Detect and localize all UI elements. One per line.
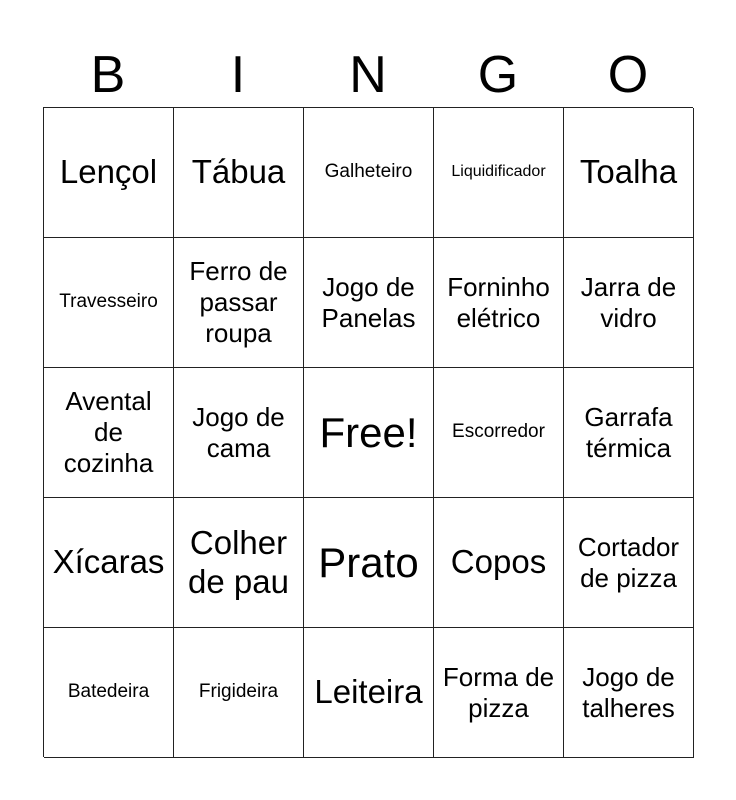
free-cell[interactable]: Free! <box>304 368 434 498</box>
bingo-cell[interactable]: Colher de pau <box>174 498 304 628</box>
header-letter-b: B <box>90 46 126 104</box>
header-letter-g: G <box>477 46 519 104</box>
bingo-cell[interactable]: Jogo de cama <box>174 368 304 498</box>
bingo-cell[interactable]: Jogo de talheres <box>564 628 694 758</box>
bingo-cell[interactable]: Toalha <box>564 108 694 238</box>
bingo-cell[interactable]: Escorredor <box>434 368 564 498</box>
bingo-cell[interactable]: Jarra de vidro <box>564 238 694 368</box>
bingo-cell[interactable]: Cortador de pizza <box>564 498 694 628</box>
bingo-cell[interactable]: Avental de cozinha <box>44 368 174 498</box>
bingo-cell[interactable]: Forninho elétrico <box>434 238 564 368</box>
bingo-cell[interactable]: Galheteiro <box>304 108 434 238</box>
bingo-header <box>43 44 693 106</box>
bingo-cell[interactable]: Travesseiro <box>44 238 174 368</box>
bingo-cell[interactable]: Jogo de Panelas <box>304 238 434 368</box>
bingo-cell[interactable]: Liquidificador <box>434 108 564 238</box>
bingo-cell[interactable]: Leiteira <box>304 628 434 758</box>
bingo-cell[interactable]: Tábua <box>174 108 304 238</box>
bingo-cell[interactable]: Lençol <box>44 108 174 238</box>
bingo-board <box>43 107 693 757</box>
header-letter-o: O <box>607 46 649 104</box>
bingo-cell[interactable]: Prato <box>304 498 434 628</box>
header-letter-n: N <box>349 46 387 104</box>
bingo-cell[interactable]: Garrafa térmica <box>564 368 694 498</box>
bingo-cell[interactable]: Forma de pizza <box>434 628 564 758</box>
bingo-cell[interactable]: Ferro de passar roupa <box>174 238 304 368</box>
bingo-cell[interactable]: Copos <box>434 498 564 628</box>
bingo-cell[interactable]: Frigideira <box>174 628 304 758</box>
bingo-cell[interactable]: Xícaras <box>44 498 174 628</box>
bingo-cell[interactable]: Batedeira <box>44 628 174 758</box>
header-letter-i: I <box>230 46 246 104</box>
